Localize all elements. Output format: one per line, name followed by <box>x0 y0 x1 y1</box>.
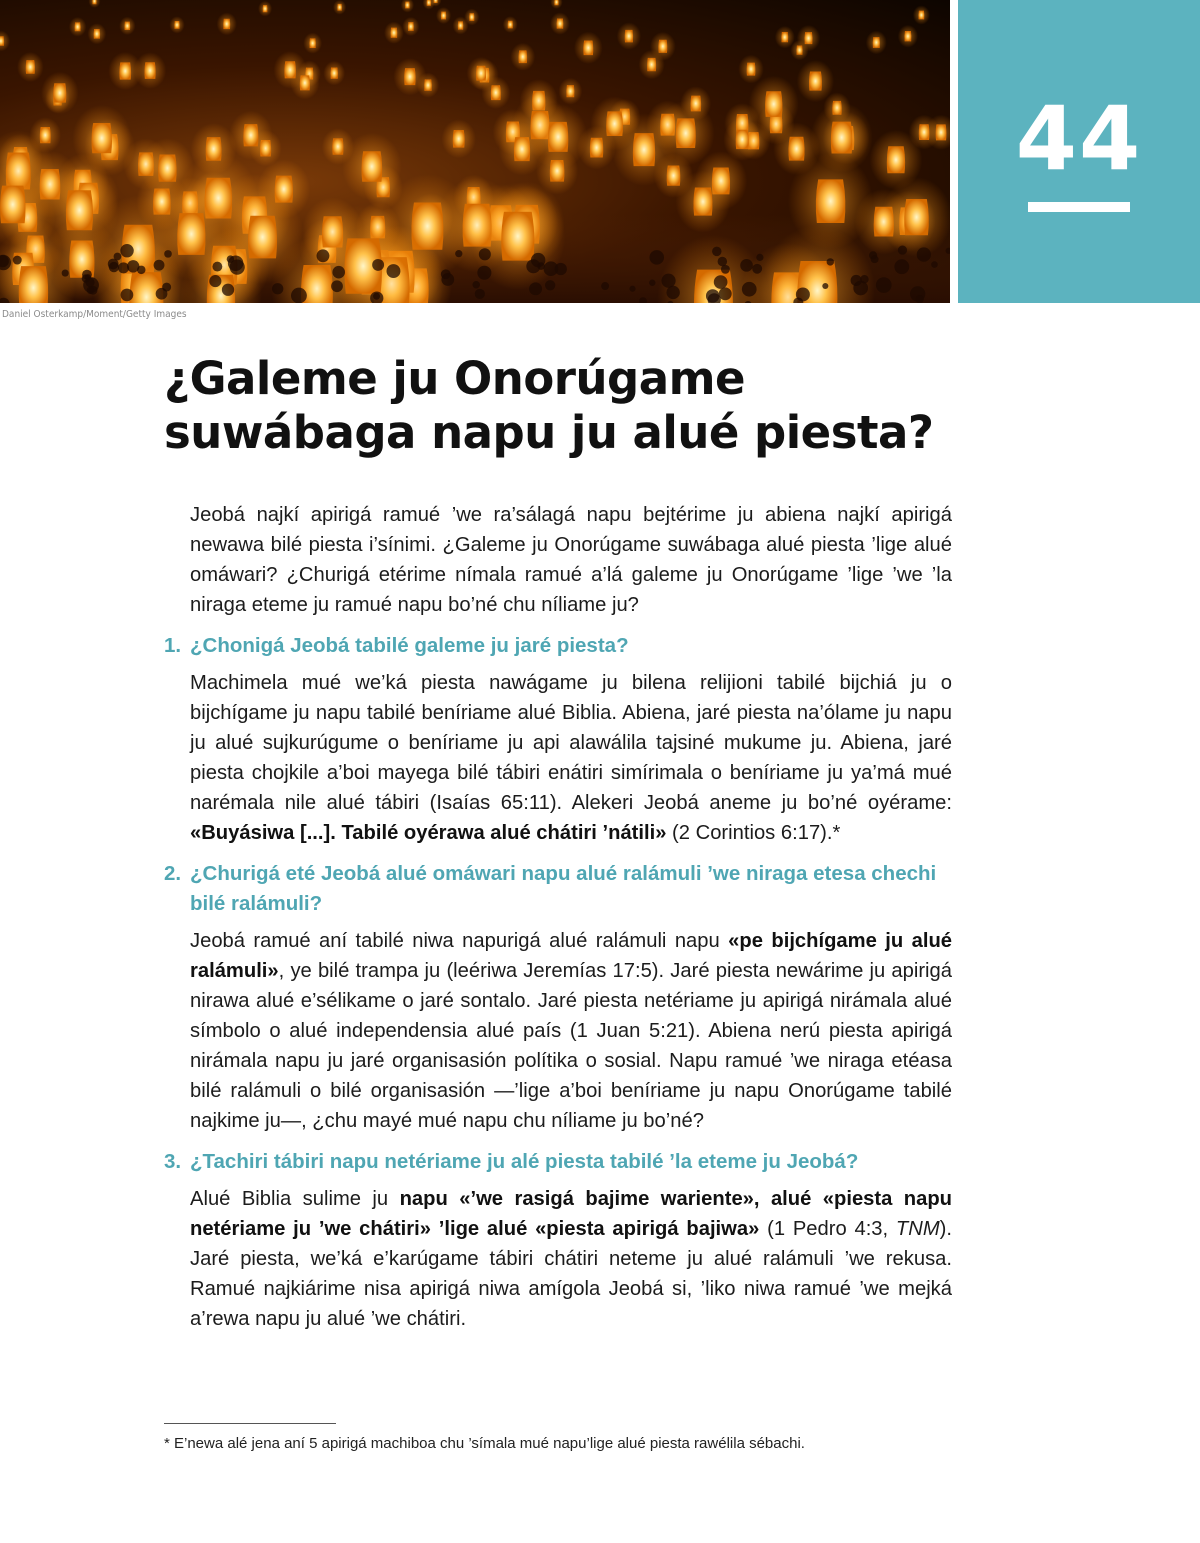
crowd-head <box>545 280 555 290</box>
crowd-head <box>740 259 753 272</box>
lantern <box>647 58 656 71</box>
crowd-head <box>114 253 122 261</box>
question-3-italic-ref: TNM <box>895 1218 940 1240</box>
lantern <box>788 137 804 161</box>
question-2-text-a: Jeobá ramué aní tabilé niwa napurigá alué ralámuli napu <box>190 930 729 952</box>
lantern <box>119 62 131 79</box>
crowd-head <box>479 248 491 260</box>
crowd-head <box>712 247 721 256</box>
intro-paragraph: Jeobá najkí apirigá ramué ’we ra’sálagá napu bejtérime ju abiena najkí apirigá newawa bilé piesta i’sínimi. ¿Galeme ju Onorúgame suwábaga alué piesta ’lige alué omáwari? ¿Churigá etérime nímala ramué a’lá galeme ju Onorúgame ’lige ’we ’la niraga eteme ju ramué napu bo’né chu níliame ju? <box>190 504 952 616</box>
question-3-bold-quote: napu «’we rasigá bajime wariente», alué «piesta napu netériame ju ’we chátiri» ’lige alué «piesta apirigá bajiwa» <box>190 1188 953 1240</box>
lantern <box>765 91 782 117</box>
question-1-title: ¿Chonigá Jeobá tabilé galeme ju jaré piesta? <box>190 634 629 657</box>
question-3-heading <box>164 1147 952 1177</box>
lantern <box>831 122 853 154</box>
question-3-text-a: Alué Biblia sulime ju <box>190 1188 400 1210</box>
lantern <box>693 188 712 216</box>
title-line-1: ¿Galeme ju Onorúgame <box>164 352 745 405</box>
title-line-2: suwábaga napu ju alué piesta? <box>164 406 934 459</box>
crowd-head <box>332 266 345 279</box>
lantern <box>816 179 846 223</box>
crowd-head <box>649 250 664 265</box>
lantern <box>904 31 911 41</box>
question-1-text-a: Machimela mué we’ká piesta nawágame ju bilena relijioni tabilé bijchiá ju o bijchígame ju napu tabilé beníriame alué Biblia. Abiena, jaré piesta na’ólame ju napu ju alué sujkurúgume o beníriame ju api alawálila tajsiné mukume ju. Abiena, jaré piesta chojkile a’boi mayega bilé tábiri enátiri simírimala o beníriame ju ya’má mué narémala nile alué tábiri (Isaías 65:11). Alekeri Jeobá aneme ju bo’né oyérame: <box>190 672 952 814</box>
lantern <box>158 154 176 181</box>
lantern <box>94 29 100 39</box>
crowd-head <box>894 259 909 274</box>
crowd-head <box>796 287 810 301</box>
crowd-head <box>62 269 69 276</box>
lantern <box>53 83 66 102</box>
question-2-number: 2. <box>164 862 182 885</box>
lantern <box>92 123 112 153</box>
crowd-head <box>272 283 283 294</box>
crowd-head <box>601 282 609 290</box>
crowd-head <box>876 277 892 293</box>
lantern <box>75 22 81 31</box>
crowd-head <box>718 257 727 266</box>
lantern <box>404 68 415 85</box>
crowd-head <box>756 254 763 261</box>
lantern <box>309 38 315 48</box>
crowd-head <box>719 287 732 300</box>
crowd-head <box>531 253 545 267</box>
question-2-heading <box>164 859 952 919</box>
lantern <box>66 190 93 230</box>
crowd-head <box>227 255 234 262</box>
photo-credit: Daniel Osterkamp/Moment/Getty Images <box>2 309 187 320</box>
crowd-head <box>109 262 119 272</box>
crowd-head <box>752 264 762 274</box>
lantern <box>476 66 486 81</box>
lantern <box>809 72 822 91</box>
lantern <box>747 63 756 76</box>
crowd-head <box>477 266 491 280</box>
lantern <box>26 60 35 74</box>
footnote: * E’newa alé jena aní 5 apirigá machiboa chu ’símala mué napu’lige alué piesta rawélila sébachi. <box>164 1435 805 1452</box>
lesson-number-panel <box>958 0 1200 303</box>
crowd-head <box>666 286 679 299</box>
crowd-head <box>121 289 134 302</box>
lantern <box>441 12 446 20</box>
lantern <box>554 0 558 5</box>
lantern <box>804 32 812 44</box>
crowd-head <box>291 288 307 303</box>
crowd-head <box>916 295 924 303</box>
footnote-divider <box>164 1423 336 1424</box>
lantern <box>676 118 696 148</box>
lantern <box>284 61 296 78</box>
lantern <box>936 124 947 140</box>
lantern <box>408 22 414 31</box>
crowd-head <box>917 247 931 261</box>
crowd-head <box>120 244 133 257</box>
crowd-head <box>742 282 757 297</box>
question-3-number: 3. <box>164 1150 182 1173</box>
lantern <box>469 13 474 21</box>
lantern <box>557 18 564 28</box>
lantern <box>19 266 48 303</box>
lantern <box>405 2 410 9</box>
crowd-head <box>475 289 485 299</box>
crowd-head <box>721 265 730 274</box>
question-3-text-b: (1 Pedro 4:3, <box>759 1218 896 1240</box>
lantern <box>918 11 924 20</box>
crowd-head <box>472 281 479 288</box>
lanterns-illustration <box>0 0 950 303</box>
lantern <box>566 85 574 97</box>
lantern <box>518 50 527 63</box>
crowd-head <box>127 260 139 272</box>
lesson-number-underline <box>1028 202 1130 212</box>
crowd-head <box>372 259 384 271</box>
crowd-head <box>822 283 828 289</box>
lantern <box>332 138 343 155</box>
lantern <box>337 4 342 11</box>
question-1-text-b: (2 Corintios 6:17).* <box>666 822 841 844</box>
lesson-number: 44 <box>1015 87 1143 190</box>
lantern <box>92 0 96 4</box>
lantern <box>263 5 268 12</box>
crowd-head <box>544 261 559 276</box>
crowd-head <box>164 250 172 258</box>
question-3-title: ¿Tachiri tábiri napu netériame ju alé piesta tabilé ’la eteme ju Jeobá? <box>190 1150 859 1173</box>
page-title <box>164 352 984 460</box>
crowd-head <box>898 246 907 255</box>
lantern <box>633 133 655 166</box>
lantern <box>124 22 130 30</box>
question-1-body <box>190 668 952 848</box>
crowd-head <box>827 258 834 265</box>
lantern <box>491 85 501 100</box>
crowd-head <box>441 273 454 286</box>
lantern <box>658 40 667 53</box>
crowd-head <box>931 261 938 268</box>
lantern <box>873 37 880 48</box>
crowd-head <box>13 256 22 265</box>
question-3-text-c: ). Jaré piesta, we’ká e’karúgame tábiri chátiri neteme ju alué ralámuli ’we rekusa. Ramué najkiárime nisa apirigá niwa amígola Jeobá si, ’liko niwa ramué ’we mejká a’rewa napu ju alué ’we chátiri. <box>190 1218 952 1330</box>
crowd-head <box>154 260 165 271</box>
lantern <box>361 151 382 182</box>
lantern <box>248 216 277 259</box>
crowd-head <box>714 275 728 289</box>
question-2-body <box>190 926 952 1136</box>
lantern <box>501 212 534 261</box>
lantern <box>508 21 513 29</box>
crowd-head <box>222 284 234 296</box>
lantern <box>174 21 179 29</box>
crowd-head <box>629 286 635 292</box>
crowd-head <box>871 255 879 263</box>
lantern <box>453 130 465 148</box>
lantern <box>0 36 4 45</box>
crowd-head <box>649 280 655 286</box>
question-1-bold-quote: «Buyásiwa [...]. Tabilé oyérawa alué chátiri ’nátili» <box>190 822 667 844</box>
lantern <box>887 146 905 173</box>
crowd-head <box>212 262 222 272</box>
question-2-title: ¿Churigá eté Jeobá alué omáwari napu alué ralámuli ’we niraga etesa chechi bilé ralámuli? <box>190 862 937 915</box>
crowd-head <box>209 275 221 287</box>
header-photo <box>0 0 950 303</box>
lantern <box>391 28 398 38</box>
lantern <box>904 199 929 235</box>
lantern <box>548 122 568 152</box>
lantern <box>781 32 788 42</box>
crowd-head <box>529 282 542 295</box>
lantern <box>583 40 593 55</box>
lantern <box>0 186 25 224</box>
question-3-body <box>190 1184 952 1334</box>
lantern <box>736 130 749 149</box>
crowd-head <box>455 250 462 257</box>
lantern <box>144 62 155 79</box>
crowd-head <box>851 275 862 286</box>
lantern <box>625 30 633 42</box>
lesson-content <box>164 500 952 1334</box>
question-1-number: 1. <box>164 634 182 657</box>
crowd-head <box>162 283 171 292</box>
crowd-head <box>331 280 343 292</box>
question-2-text-b: , ye bilé trampa ju (leériwa Jeremías 17:5). Jaré piesta newárime ju apirigá nirawa alué e’sélikame o jaré sontalo. Jaré piesta netériame ju apirigá nirámala alué símbolo o alué independensia alué país (1 Juan 5:21). Abiena nerú piesta apirigá nirámala napu ju jaré organisasión polítika o sosial. Napu ramué ’we niraga etéasa bilé ralámuli o bilé organisasión —’lige a’boi beníriame ju napu Onorúgame tabilé najkime ju—, ¿chu mayé mué napu chu níliame ju bo’né? <box>190 960 952 1132</box>
crowd-head <box>317 249 330 262</box>
lantern <box>223 19 230 29</box>
crowd-head <box>89 286 98 295</box>
crowd-head <box>661 274 675 288</box>
question-2-bold-quote: «pe bijchígame ju alué ralámuli» <box>190 930 953 982</box>
lantern <box>458 21 464 29</box>
lantern <box>427 0 431 6</box>
lantern <box>330 68 338 79</box>
lantern <box>243 124 258 146</box>
question-1-heading <box>164 631 952 661</box>
crowd-head <box>387 264 401 278</box>
